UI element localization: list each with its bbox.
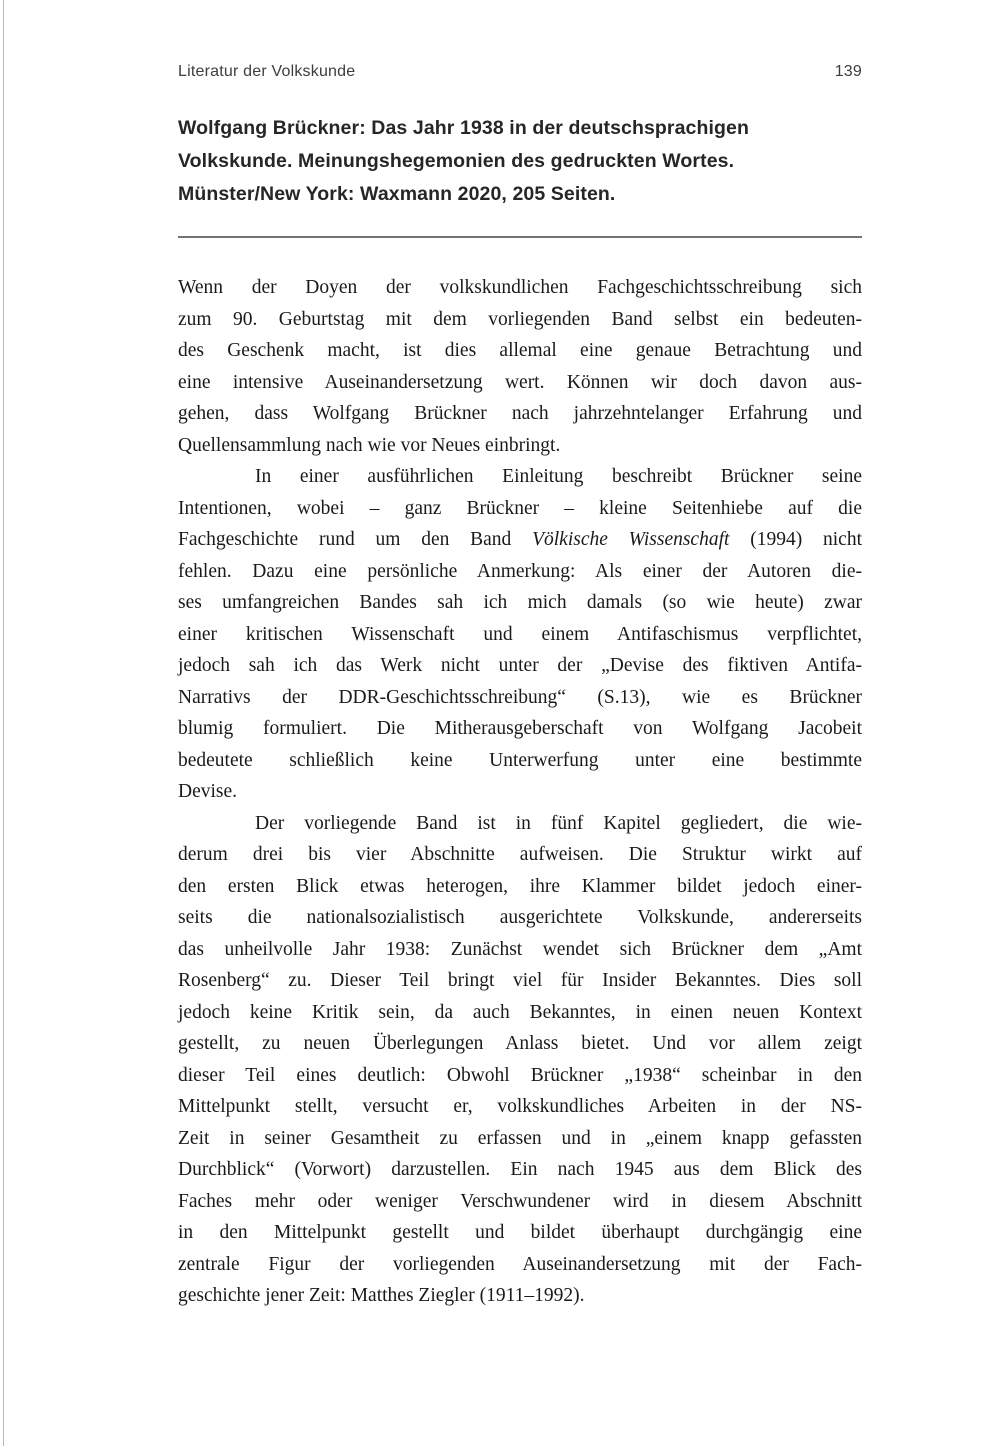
text-segment: Fachgeschichte rund um den Band	[178, 529, 533, 550]
text-line: geschichte jener Zeit: Matthes Ziegler (1911–1992).	[178, 1285, 585, 1306]
text-line	[178, 524, 862, 556]
paragraph	[178, 272, 862, 461]
text-line: Wenn der Doyen der volkskundlichen Fachgeschichtsschreibung sich	[178, 277, 862, 298]
text-line: Narrativs der DDR-Geschichtsschreibung“ (S.13), wie es Brückner	[178, 686, 862, 708]
text-line: bedeutete schließlich keine Unterwerfung unter eine bestimmte	[178, 749, 862, 771]
heading-line: Volkskunde. Meinungshegemonien des gedruckten Wortes.	[178, 150, 735, 172]
text-line: blumig formuliert. Die Mitherausgeberschaft von Wolfgang Jacobeit	[178, 718, 862, 739]
page-edge-line	[3, 0, 4, 1446]
text-line: zentrale Figur der vorliegenden Auseinandersetzung mit der Fach-	[178, 1253, 862, 1275]
text-line: In einer ausführlichen Einleitung beschreibt Brückner seine	[255, 466, 862, 487]
text-line: Faches mehr oder weniger Verschwundener wird in diesem Abschnitt	[178, 1190, 862, 1212]
heading-divider-rule	[178, 236, 862, 238]
text-line: dieser Teil eines deutlich: Obwohl Brückner „1938“ scheinbar in den	[178, 1064, 862, 1086]
text-line: eine intensive Auseinandersetzung wert. Können wir doch davon aus-	[178, 371, 862, 393]
text-line: jedoch sah ich das Werk nicht unter der „Devise des fiktiven Antifa-	[178, 655, 862, 676]
paragraph	[178, 461, 862, 808]
text-line: zum 90. Geburtstag mit dem vorliegenden Band selbst ein bedeuten-	[178, 308, 862, 330]
text-line: Zeit in seiner Gesamtheit zu erfassen und in „einem knapp gefassten	[178, 1127, 862, 1149]
text-line: jedoch keine Kritik sein, da auch Bekanntes, in einen neuen Kontext	[178, 1001, 862, 1023]
text-line: Rosenberg“ zu. Dieser Teil bringt viel für Insider Bekanntes. Dies soll	[178, 970, 862, 991]
text-line: gestellt, zu neuen Überlegungen Anlass bietet. Und vor allem zeigt	[178, 1033, 862, 1054]
review-body	[178, 272, 862, 1312]
text-line: das unheilvolle Jahr 1938: Zunächst wendet sich Brückner dem „Amt	[178, 938, 862, 960]
text-segment: (1994) nicht	[729, 529, 862, 550]
cited-book-title: Völkische Wissenschaft	[532, 529, 730, 550]
text-line: Durchblick“ (Vorwort) darzustellen. Ein nach 1945 aus dem Blick des	[178, 1159, 862, 1180]
text-line: gehen, dass Wolfgang Brückner nach jahrzehntelanger Erfahrung und	[178, 403, 862, 424]
heading-line: Münster/New York: Waxmann 2020, 205 Seiten.	[178, 183, 616, 205]
review-book-heading	[178, 112, 862, 211]
page-number: 139	[834, 63, 862, 80]
running-header	[178, 61, 862, 83]
text-line: einer kritischen Wissenschaft und einem Antifaschismus verpflichtet,	[178, 623, 862, 645]
text-line: in den Mittelpunkt gestellt und bildet überhaupt durchgängig eine	[178, 1222, 862, 1243]
text-line: des Geschenk macht, ist dies allemal eine genaue Betrachtung und	[178, 340, 862, 361]
text-line: Quellensammlung nach wie vor Neues einbringt.	[178, 434, 561, 456]
text-line: ses umfangreichen Bandes sah ich mich damals (so wie heute) zwar	[178, 592, 862, 613]
text-line: derum drei bis vier Abschnitte aufweisen. Die Struktur wirkt auf	[178, 844, 862, 865]
heading-line: Wolfgang Brückner: Das Jahr 1938 in der deutschsprachigen	[178, 117, 749, 139]
text-line: Intentionen, wobei – ganz Brückner – kleine Seitenhiebe auf die	[178, 497, 862, 519]
text-line: Der vorliegende Band ist in fünf Kapitel gegliedert, die wie-	[255, 812, 862, 834]
text-line: Devise.	[178, 781, 238, 802]
running-header-title: Literatur der Volkskunde	[178, 63, 356, 80]
text-line: den ersten Blick etwas heterogen, ihre Klammer bildet jedoch einer-	[178, 875, 862, 897]
text-line: Mittelpunkt stellt, versucht er, volkskundliches Arbeiten in der NS-	[178, 1096, 862, 1117]
paragraph	[178, 808, 862, 1312]
text-line: seits die nationalsozialistisch ausgerichtete Volkskunde, andererseits	[178, 907, 862, 928]
text-line: fehlen. Dazu eine persönliche Anmerkung: Als einer der Autoren die-	[178, 560, 862, 582]
